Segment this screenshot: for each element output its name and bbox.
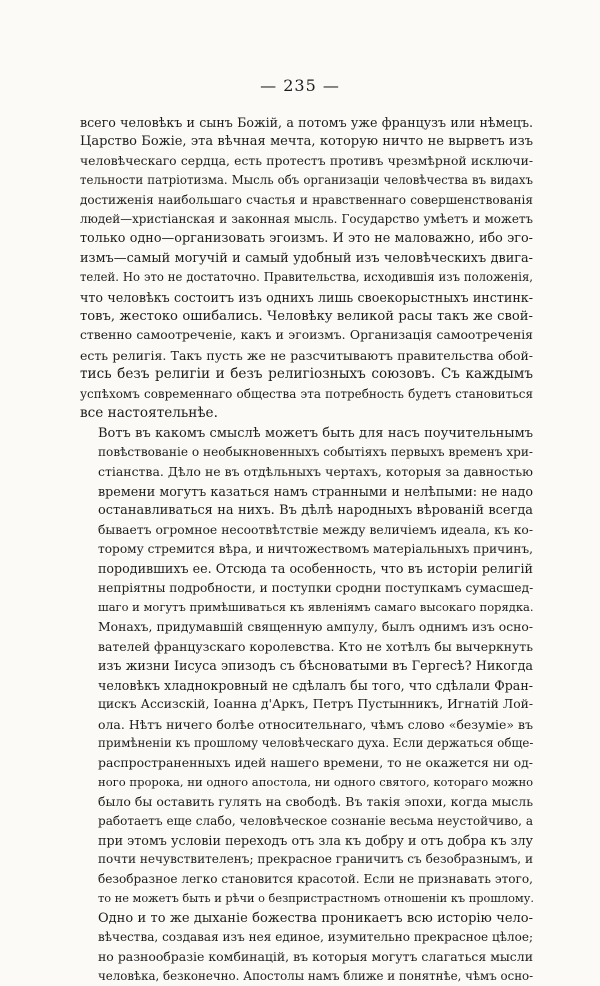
text-line: что человѣкъ состоитъ изъ однихъ лишь своекорыстныхъ инстинк- — [80, 288, 533, 307]
text-line: вѣчества, создавая изъ нея единое, изумительно прекрасное цѣлое; — [80, 928, 533, 947]
text-line: почти нечувствителенъ; прекрасное граничитъ съ безобразнымъ, и — [80, 850, 533, 869]
text-line: при этомъ условіи переходъ отъ зла къ добру и отъ добра къ злу — [80, 831, 533, 850]
text-line: безобразное легко становится красотой. Если не признавать этого, — [80, 870, 533, 889]
paragraph — [80, 113, 533, 424]
text-line: Царство Божіе, эта вѣчная мечта, которую ничто не вырветъ изъ — [80, 132, 533, 151]
text-line: то не можетъ быть и рѣчи о безпристрастномъ отношеніи къ прошлому. — [80, 889, 533, 908]
text-line: примѣненіи къ прошлому человѣческаго духа. Если держаться обще- — [80, 734, 533, 753]
text-line: человѣческаго сердца, есть протестъ противъ чрезмѣрной исключи- — [80, 152, 533, 171]
text-line: стіанства. Дѣло не въ отдѣльныхъ чертахъ, которыя за давностью — [80, 462, 533, 481]
text-line: есть религія. Такъ пусть же не разсчитываютъ правительства обой- — [80, 346, 533, 365]
text-line: только одно—организовать эгоизмъ. И это не маловажно, ибо эго- — [80, 229, 533, 248]
paragraph — [80, 424, 533, 986]
text-line: вателей французскаго королевства. Кто не хотѣлъ бы вычеркнуть — [80, 637, 533, 656]
text-line: шаго и могутъ примѣшиваться къ явленіямъ самаго высокаго порядка. — [80, 598, 533, 617]
text-line: товъ, жестоко ошибались. Человѣку великой расы такъ же свой- — [80, 307, 533, 326]
text-line: ственно самоотреченіе, какъ и эгоизмъ. Организація самоотреченія — [80, 326, 533, 345]
text-line: телей. Но это не достаточно. Правительства, исходившія изъ положенія, — [80, 268, 533, 287]
text-line: изъ жизни Іисуса эпизодъ съ бѣсноватыми въ Гергесѣ? Никогда — [80, 656, 533, 675]
text-line: достиженія наибольшаго счастья и нравственнаго совершенствованія — [80, 191, 533, 210]
text-line: человѣкъ хладнокровный не сдѣлалъ бы того, что сдѣлали Фран- — [80, 676, 533, 695]
text-line: Одно и то же дыханіе божества проникаетъ всю исторію чело- — [80, 909, 533, 928]
text-line: времени могутъ казаться намъ странными и нелѣпыми: не надо — [80, 482, 533, 501]
text-line: бываетъ огромное несоотвѣтствіе между величіемъ идеала, къ ко- — [80, 521, 533, 540]
text-line: породившихъ ее. Отсюда та особенность, что въ исторіи религій — [80, 559, 533, 578]
text-line: непріятны подробности, и поступки сродни поступкамъ сумасшед- — [80, 579, 533, 598]
text-line: Монахъ, придумавшій священную ампулу, былъ однимъ изъ осно- — [80, 618, 533, 637]
body-text — [80, 113, 533, 986]
page-number: — 235 — — [0, 76, 600, 95]
text-line: работаетъ еще слабо, человѣческое сознаніе весьма неустойчиво, а — [80, 812, 533, 831]
text-line: тельности патріотизма. Мысль объ организаціи человѣчества въ видахъ — [80, 171, 533, 190]
text-line: все настоятельнѣе. — [80, 404, 533, 423]
text-line: человѣка, безконечно. Апостолы намъ ближе и понятнѣе, чѣмъ осно- — [80, 967, 533, 986]
text-line: торому стремится вѣра, и ничтожествомъ матеріальныхъ причинъ, — [80, 540, 533, 559]
text-line: но разнообразіе комбинацій, въ которыя могутъ слагаться мысли — [80, 947, 533, 966]
text-line: распространенныхъ идей нашего времени, то не окажется ни од- — [80, 753, 533, 772]
text-line: людей—христіанская и законная мысль. Государство умѣетъ и можетъ — [80, 210, 533, 229]
text-line: ола. Нѣтъ ничего болѣе относительнаго, чѣмъ слово «безуміе» въ — [80, 715, 533, 734]
text-line: повѣствованіе о необыкновенныхъ событіяхъ первыхъ временъ хри- — [80, 443, 533, 462]
text-line: было бы оставить гулять на свободѣ. Въ такія эпохи, когда мысль — [80, 792, 533, 811]
text-line: останавливаться на нихъ. Въ дѣлѣ народныхъ вѣрованій всегда — [80, 501, 533, 520]
text-line: всего человѣкъ и сынъ Божій, а потомъ уже французъ или нѣмецъ. — [80, 113, 533, 132]
text-line: тись безъ религіи и безъ религіозныхъ союзовъ. Съ каждымъ — [80, 365, 533, 384]
text-line: Вотъ въ какомъ смыслѣ можетъ быть для насъ поучительнымъ — [80, 424, 533, 443]
text-line: измъ—самый могучій и самый удобный изъ человѣческихъ двига- — [80, 249, 533, 268]
text-line: ного пророка, ни одного апостола, ни одного святого, котораго можно — [80, 773, 533, 792]
text-line: цискъ Ассизскій, Іоанна д'Аркъ, Петръ Пустынникъ, Игнатій Лой- — [80, 695, 533, 714]
text-line: успѣхомъ современнаго общества эта потребность будетъ становиться — [80, 385, 533, 404]
